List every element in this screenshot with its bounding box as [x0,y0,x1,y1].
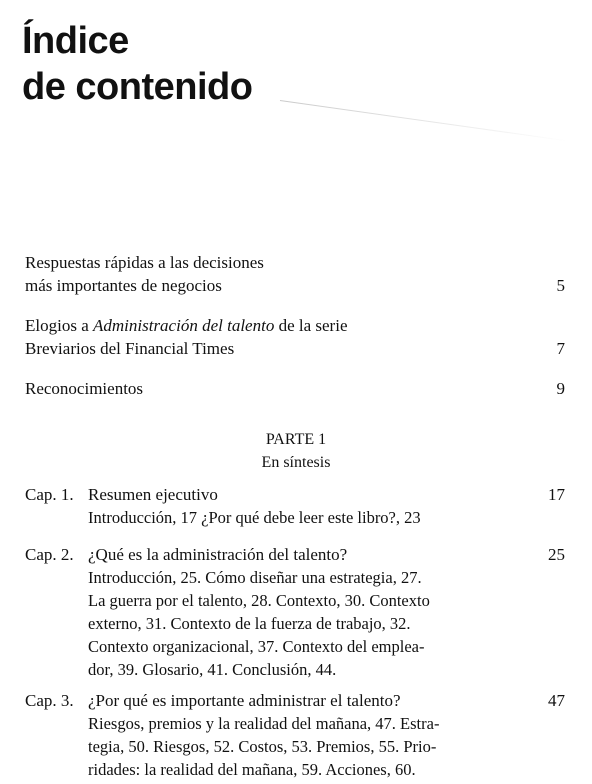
title-line-2: de contenido [22,66,253,108]
page-number: 7 [556,339,565,358]
page-number: 17 [548,485,565,504]
page-number: 25 [548,545,565,564]
chapter-sections: Riesgos, premios y la realidad del mañana, 47. Estra- tegia, 50. Riesgos, 52. Costos, 53. Premios, 55. Prio- ridades: la realidad del mañana, 59. Acciones, 60. [88,714,440,779]
toc-entry-text: Reconocimientos [25,379,144,398]
page-number: 47 [548,691,565,710]
page-number: 9 [556,379,565,398]
chapter-number: Cap. 2. [25,545,74,564]
part-label: PARTE 1 [265,431,327,448]
chapter-number: Cap. 1. [25,485,74,504]
page-title [22,18,252,110]
toc-entry-respuestas[interactable] [25,251,565,297]
chapter-1[interactable] [25,483,565,529]
toc-entry-elogios[interactable] [25,314,565,360]
toc-entry-text: Respuestas rápidas a las decisiones más importantes de negocios [25,253,264,295]
chapter-title: ¿Por qué es importante administrar el talento? [88,691,401,710]
title-line-1: Índice [22,20,129,62]
chapter-number: Cap. 3. [25,691,74,710]
page-number: 5 [556,276,565,295]
toc-entry-text: Elogios a Administración del talento de la serie Breviarios del Financial Times [25,316,348,358]
chapter-sections: Introducción, 17 ¿Por qué debe leer este libro?, 23 [88,508,421,527]
chapter-title: ¿Qué es la administración del talento? [88,545,348,564]
part-subtitle: En síntesis [261,454,331,471]
chapter-title: Resumen ejecutivo [88,485,218,504]
chapter-3[interactable] [25,689,565,781]
toc-entry-reconocimientos[interactable] [25,377,565,400]
chapter-sections: Introducción, 25. Cómo diseñar una estrategia, 27. La guerra por el talento, 28. Contexto, 30. Contexto externo, 31. Contexto de la fuerza de trabajo, 32. Contexto organizacional, 37. Contexto del emplea- dor, 39. Glosario, 41. Conclusión, 44. [88,568,430,679]
chapter-2[interactable] [25,543,565,681]
scan-artifact [280,100,567,141]
